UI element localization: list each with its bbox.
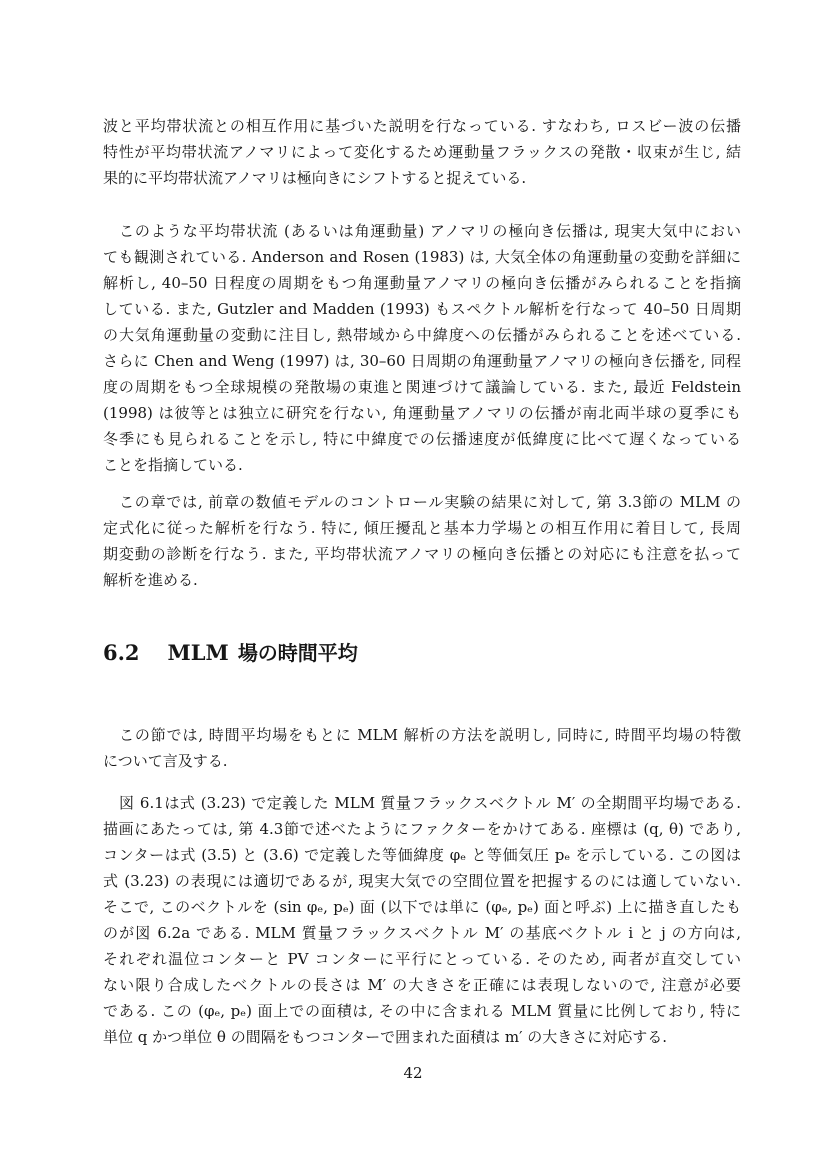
page-number: 42 <box>403 1064 423 1082</box>
text-line: 果的に平均帯状流アノマリは極向きにシフトすると捉えている. <box>103 169 527 187</box>
section-title-jp: 場の時間平均 <box>237 641 358 665</box>
text-line: ことを指摘している. <box>103 456 243 474</box>
text-line: である. この (φₑ, pₑ) 面上での面積は, その中に含まれる MLM 質量に比例しており, 特に <box>103 1002 741 1020</box>
text-line: している. また, Gutzler and Madden (1993) もスペクトル解析を行なって 40–50 日周期 <box>103 300 741 318</box>
paragraph-5 <box>103 790 741 1050</box>
text-line: ない限り合成したベクトルの長さは M′ の大きさを正確には表現しないので, 注意が必要 <box>103 976 741 994</box>
text-line: 定式化に従った解析を行なう. 特に, 傾圧擾乱と基本力学場との相互作用に着目して, 長周 <box>103 519 741 537</box>
text-line: 特性が平均帯状流アノマリによって変化するため運動量フラックスの発散・収束が生じ, 結 <box>103 143 741 161</box>
text-line: 冬季にも見られることを示し, 特に中緯度での伝播速度が低緯度に比べて遅くなっている <box>103 430 741 448</box>
text-line: 期変動の診断を行なう. また, 平均帯状流アノマリの極向き伝播との対応にも注意を払って <box>103 545 741 563</box>
text-line: そこで, このベクトルを (sin φₑ, pₑ) 面 (以下では単に (φₑ, pₑ) 面と呼ぶ) 上に描き直したも <box>103 898 741 916</box>
text-line: 式 (3.23) の表現には適切であるが, 現実大気での空間位置を把握するのには適していない. <box>103 872 741 890</box>
text-line: について言及する. <box>103 752 228 770</box>
text-line: 図 6.1は式 (3.23) で定義した MLM 質量フラックスベクトル M′ の全期間平均場である. <box>119 794 741 812</box>
text-line: この節では, 時間平均場をもとに MLM 解析の方法を説明し, 同時に, 時間平均場の特徴 <box>119 726 741 744</box>
paragraph-3 <box>103 489 741 593</box>
section-number: 6.2 <box>103 640 140 665</box>
text-line: のが図 6.2a である. MLM 質量フラックスベクトル M′ の基底ベクトル i と j の方向は, <box>103 924 741 942</box>
text-line: コンターは式 (3.5) と (3.6) で定義した等価緯度 φₑ と等価気圧 pₑ を示している. この図は <box>103 846 741 864</box>
text-line: 単位 q かつ単位 θ の間隔をもつコンターで囲まれた面積は m′ の大きさに対応する. <box>103 1028 668 1046</box>
paragraph-4 <box>103 722 741 774</box>
text-line: 解析し, 40–50 日程度の周期をもつ角運動量アノマリの極向き伝播がみられることを指摘 <box>103 274 741 292</box>
paragraph-1 <box>103 113 741 191</box>
text-line: 波と平均帯状流との相互作用に基づいた説明を行なっている. すなわち, ロスビー波の伝播 <box>103 117 741 135</box>
paragraph-2 <box>103 218 741 478</box>
text-line: この章では, 前章の数値モデルのコントロール実験の結果に対して, 第 3.3節の MLM の <box>119 493 741 511</box>
text-line: ても観測されている. Anderson and Rosen (1983) は, 大気全体の角運動量の変動を詳細に <box>103 248 741 266</box>
section-title-latin: MLM <box>167 640 229 665</box>
text-line: このような平均帯状流 (あるいは角運動量) アノマリの極向き伝播は, 現実大気中におい <box>119 222 741 240</box>
text-line: (1998) は彼等とは独立に研究を行ない, 角運動量アノマリの伝播が南北両半球の夏季にも <box>103 404 741 422</box>
text-line: の大気角運動量の変動に注目し, 熱帯域から中緯度への伝播がみられることを述べている. <box>103 326 741 344</box>
text-line: 描画にあたっては, 第 4.3節で述べたようにファクターをかけてある. 座標は (q, θ) であり, <box>103 820 741 838</box>
text-line: さらに Chen and Weng (1997) は, 30–60 日周期の角運動量アノマリの極向き伝播を, 同程 <box>103 352 741 370</box>
text-line: それぞれ温位コンターと PV コンターに平行にとっている. そのため, 両者が直交してい <box>103 950 741 968</box>
text-line: 度の周期をもつ全球規模の発散場の東進と関連づけて議論している. また, 最近 Feldstein <box>103 378 741 396</box>
text-line: 解析を進める. <box>103 571 198 589</box>
text-column <box>103 0 741 1169</box>
section-heading <box>103 637 741 666</box>
